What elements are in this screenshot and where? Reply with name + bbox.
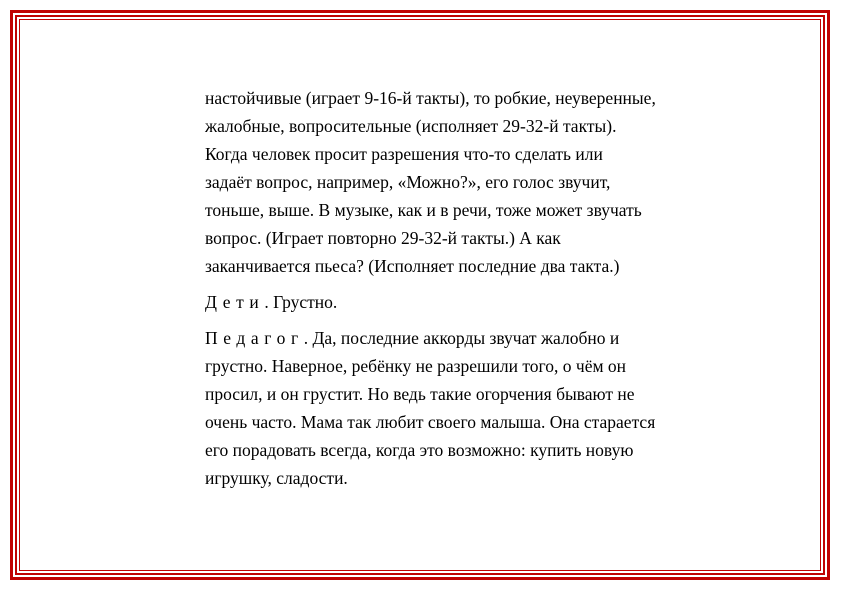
paragraph-teacher-narration (205, 84, 745, 280)
text-line (205, 288, 745, 316)
document-text (205, 84, 745, 492)
text-line: задаёт вопрос, например, «Можно?», его голос звучит, (205, 172, 611, 192)
text-line: игрушку, сладости. (205, 468, 348, 488)
text-line: грустно. Наверное, ребёнку не разрешили того, о чём он (205, 356, 627, 376)
text-line: вопрос. (Играет повторно 29-32-й такты.) А как (205, 228, 561, 248)
text-line: настойчивые (играет 9-16-й такты), то робкие, неуверенные, (205, 88, 656, 108)
text-line: жалобные, вопросительные (исполняет 29-32-й такты). (205, 116, 617, 136)
speaker-label-children: Дети (205, 292, 265, 312)
text-line: очень часто. Мама так любит своего малыша. Она старается (205, 412, 656, 432)
paragraph-children-reply (205, 288, 745, 316)
speaker-separator: . (264, 292, 274, 312)
text-line (205, 324, 745, 352)
text-line: заканчивается пьеса? (Исполняет последние два такта.) (205, 256, 620, 276)
text-line: Когда человек просит разрешения что-то сделать или (205, 144, 603, 164)
text-line: просил, и он грустит. Но ведь такие огорчения бывают не (205, 384, 635, 404)
speaker-label-teacher: Педагог (205, 328, 304, 348)
paragraph-teacher-reply (205, 324, 745, 492)
text-line: тоньше, выше. В музыке, как и в речи, тоже может звучать (205, 200, 642, 220)
reply-text: Да, последние аккорды звучат жалобно и (312, 328, 620, 348)
reply-text: Грустно. (273, 292, 338, 312)
text-line: его порадовать всегда, когда это возможно: купить новую (205, 440, 634, 460)
speaker-separator: . (303, 328, 313, 348)
